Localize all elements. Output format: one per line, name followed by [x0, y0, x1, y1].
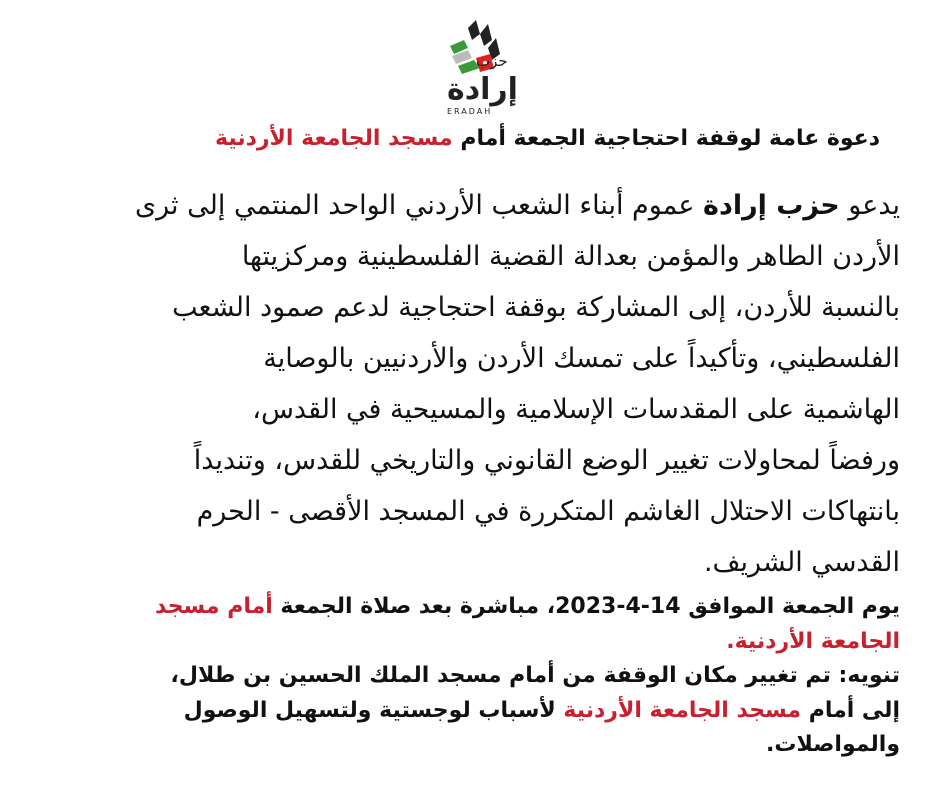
location-line: الجامعة الأردنية. [726, 628, 900, 654]
body-line: بالنسبة للأردن، إلى المشاركة بوقفة احتجاجية لدعم صمود الشعب [172, 292, 900, 323]
body-line: الهاشمية على المقدسات الإسلامية والمسيحية في القدس، [252, 394, 900, 425]
notice-text: لأسباب لوجستية ولتسهيل الوصول [183, 697, 564, 723]
date-text: يوم الجمعة الموافق 14-4-2023، مباشرة بعد صلاة الجمعة [272, 594, 900, 619]
logo-text: إرادة [447, 72, 518, 107]
event-details [40, 590, 900, 763]
notice-line: تنويه: تم تغيير مكان الوقفة من أمام مسجد الملك الحسين بن طلال، [170, 663, 900, 688]
page-title [215, 126, 880, 151]
location-highlight: مسجد الجامعة الأردنية [563, 697, 802, 723]
body-line [40, 180, 900, 231]
title-text: دعوة عامة لوقفة احتجاجية الجمعة أمام [452, 126, 880, 151]
logo-hizb-text: حزب [476, 52, 508, 70]
notice-line [40, 694, 900, 729]
location-highlight: أمام مسجد [154, 594, 273, 619]
body-line: بانتهاكات الاحتلال الغاشم المتكررة في المسجد الأقصى - الحرم [196, 496, 900, 527]
title-highlight: مسجد الجامعة الأردنية [215, 126, 453, 151]
logo-english-text: ERADAH [447, 107, 493, 116]
invitation-body [40, 180, 900, 588]
party-name: حزب إرادة [703, 190, 840, 221]
body-line: الأردن الطاهر والمؤمن بعدالة القضية الفلسطينية ومركزيتها [241, 241, 900, 272]
body-line: ورفضاً لمحاولات تغيير الوضع القانوني والتاريخي للقدس، وتنديداً [193, 445, 900, 476]
notice-line: والمواصلات. [766, 732, 900, 757]
body-line: الفلسطيني، وتأكيداً على تمسك الأردن والأردنيين بالوصاية [263, 343, 900, 374]
date-line [40, 590, 900, 625]
body-text: يدعو [839, 190, 900, 221]
notice-text: إلى أمام [801, 697, 900, 723]
body-text: عموم أبناء الشعب الأردني الواحد المنتمي إلى ثرى [135, 190, 704, 221]
body-line: القدسي الشريف. [703, 547, 900, 578]
